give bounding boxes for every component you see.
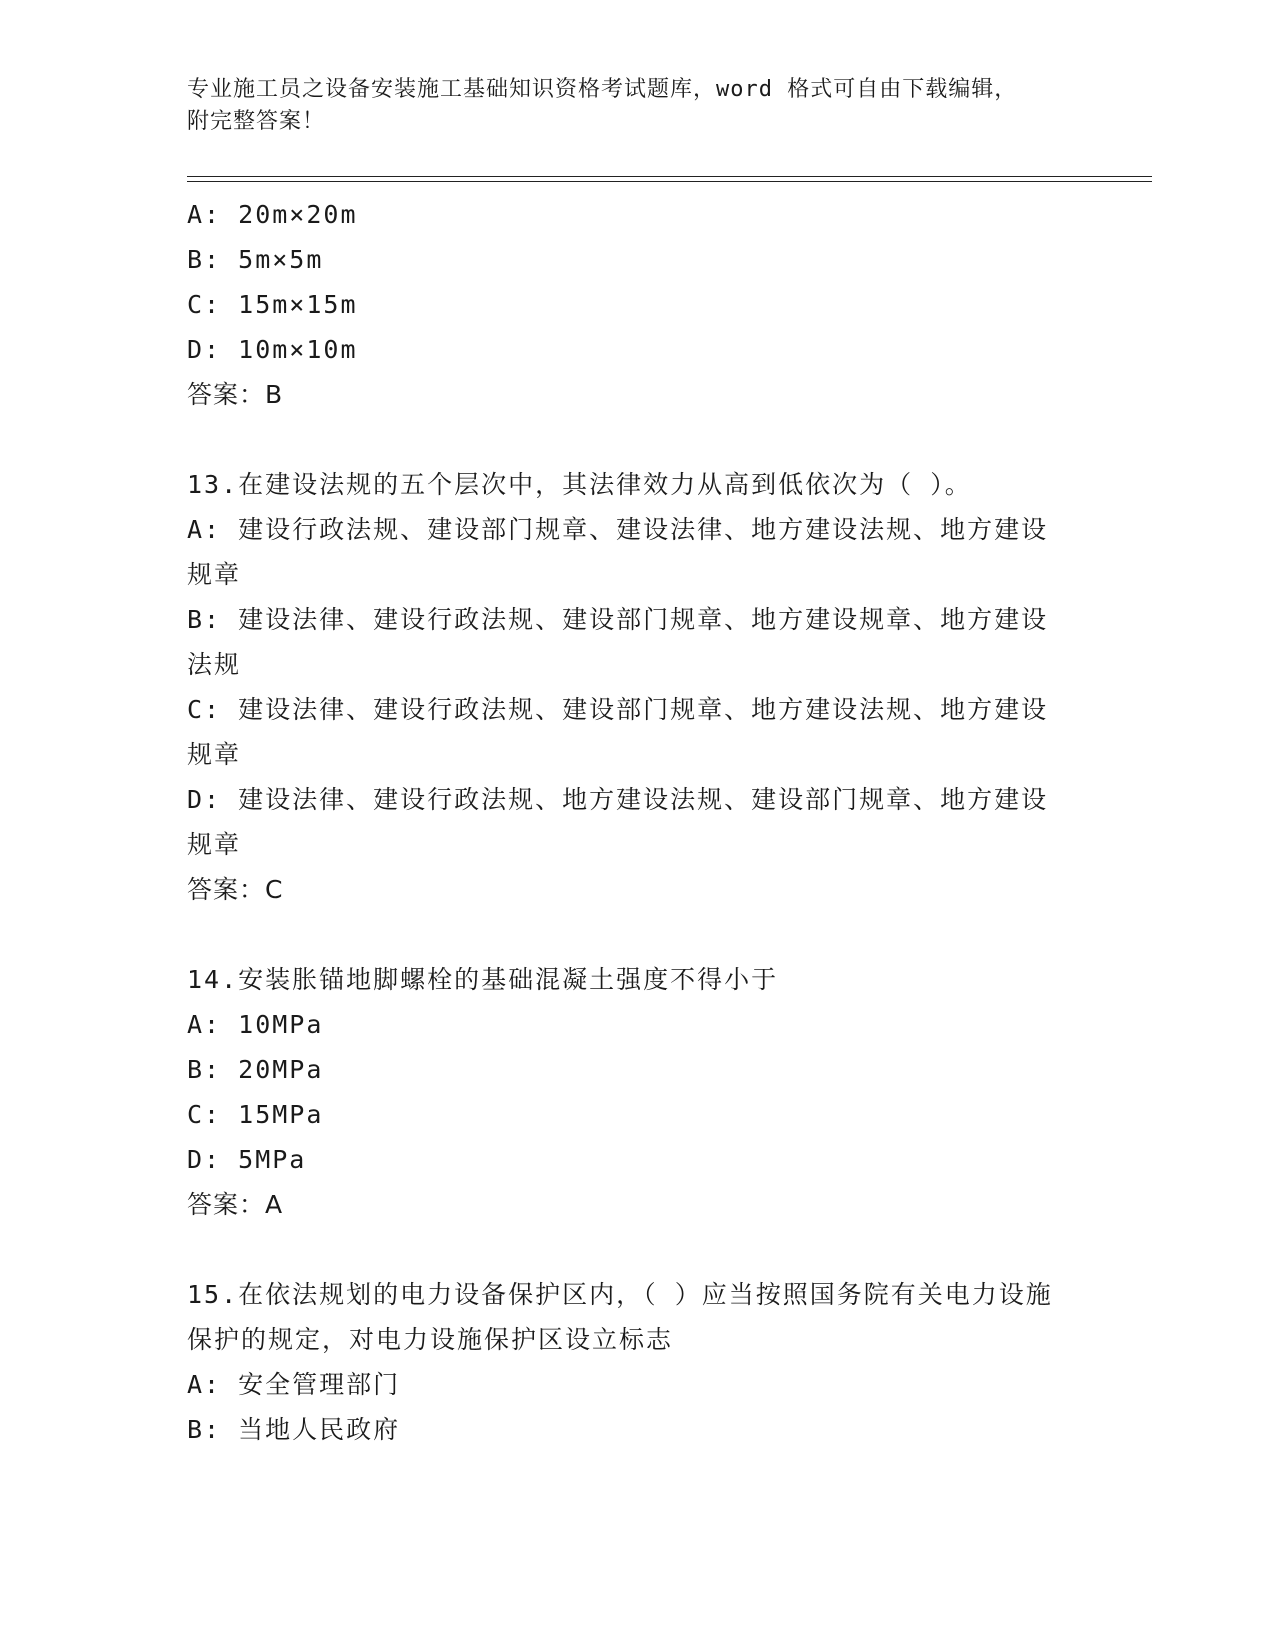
option-b: B: 5m×5m <box>187 245 324 274</box>
option-b: B: 建设法律、建设行政法规、建设部门规章、地方建设规章、地方建设法规 <box>187 605 1049 679</box>
question-13 <box>187 462 1087 912</box>
option-a: A: 安全管理部门 <box>187 1370 401 1399</box>
spacer <box>187 912 1087 957</box>
option-c: C: 15MPa <box>187 1100 324 1129</box>
option-a: A: 10MPa <box>187 1010 324 1039</box>
spacer <box>187 1227 1087 1272</box>
option-a: A: 建设行政法规、建设部门规章、建设法律、地方建设法规、地方建设规章 <box>187 515 1049 589</box>
question-text: 15.在依法规划的电力设备保护区内，（ ）应当按照国务院有关电力设施保护的规定，对电力设施保护区设立标志 <box>187 1280 1053 1354</box>
header-line-2: 附完整答案！ <box>187 109 326 134</box>
option-c: C: 建设法律、建设行政法规、建设部门规章、地方建设法规、地方建设规章 <box>187 695 1049 769</box>
question-text: 14.安装胀锚地脚螺栓的基础混凝土强度不得小于 <box>187 965 779 994</box>
option-b: B: 20MPa <box>187 1055 324 1084</box>
answer-line: 答案：B <box>187 380 284 409</box>
document-header <box>187 74 1087 138</box>
option-b: B: 当地人民政府 <box>187 1415 401 1444</box>
option-c: C: 15m×15m <box>187 290 358 319</box>
question-12 <box>187 192 1087 417</box>
option-d: D: 5MPa <box>187 1145 307 1174</box>
option-d: D: 10m×10m <box>187 335 358 364</box>
question-15 <box>187 1272 1087 1452</box>
spacer <box>187 417 1087 462</box>
answer-line: 答案：A <box>187 1190 284 1219</box>
question-text: 13.在建设法规的五个层次中，其法律效力从高到低依次为（ ）。 <box>187 470 972 499</box>
option-d: D: 建设法律、建设行政法规、地方建设法规、建设部门规章、地方建设规章 <box>187 785 1049 859</box>
header-divider <box>187 176 1152 182</box>
answer-line: 答案：C <box>187 875 284 904</box>
option-a: A: 20m×20m <box>187 200 358 229</box>
question-14 <box>187 957 1087 1227</box>
header-line-1: 专业施工员之设备安装施工基础知识资格考试题库，word 格式可自由下载编辑， <box>187 77 1018 102</box>
question-list <box>187 192 1087 1452</box>
